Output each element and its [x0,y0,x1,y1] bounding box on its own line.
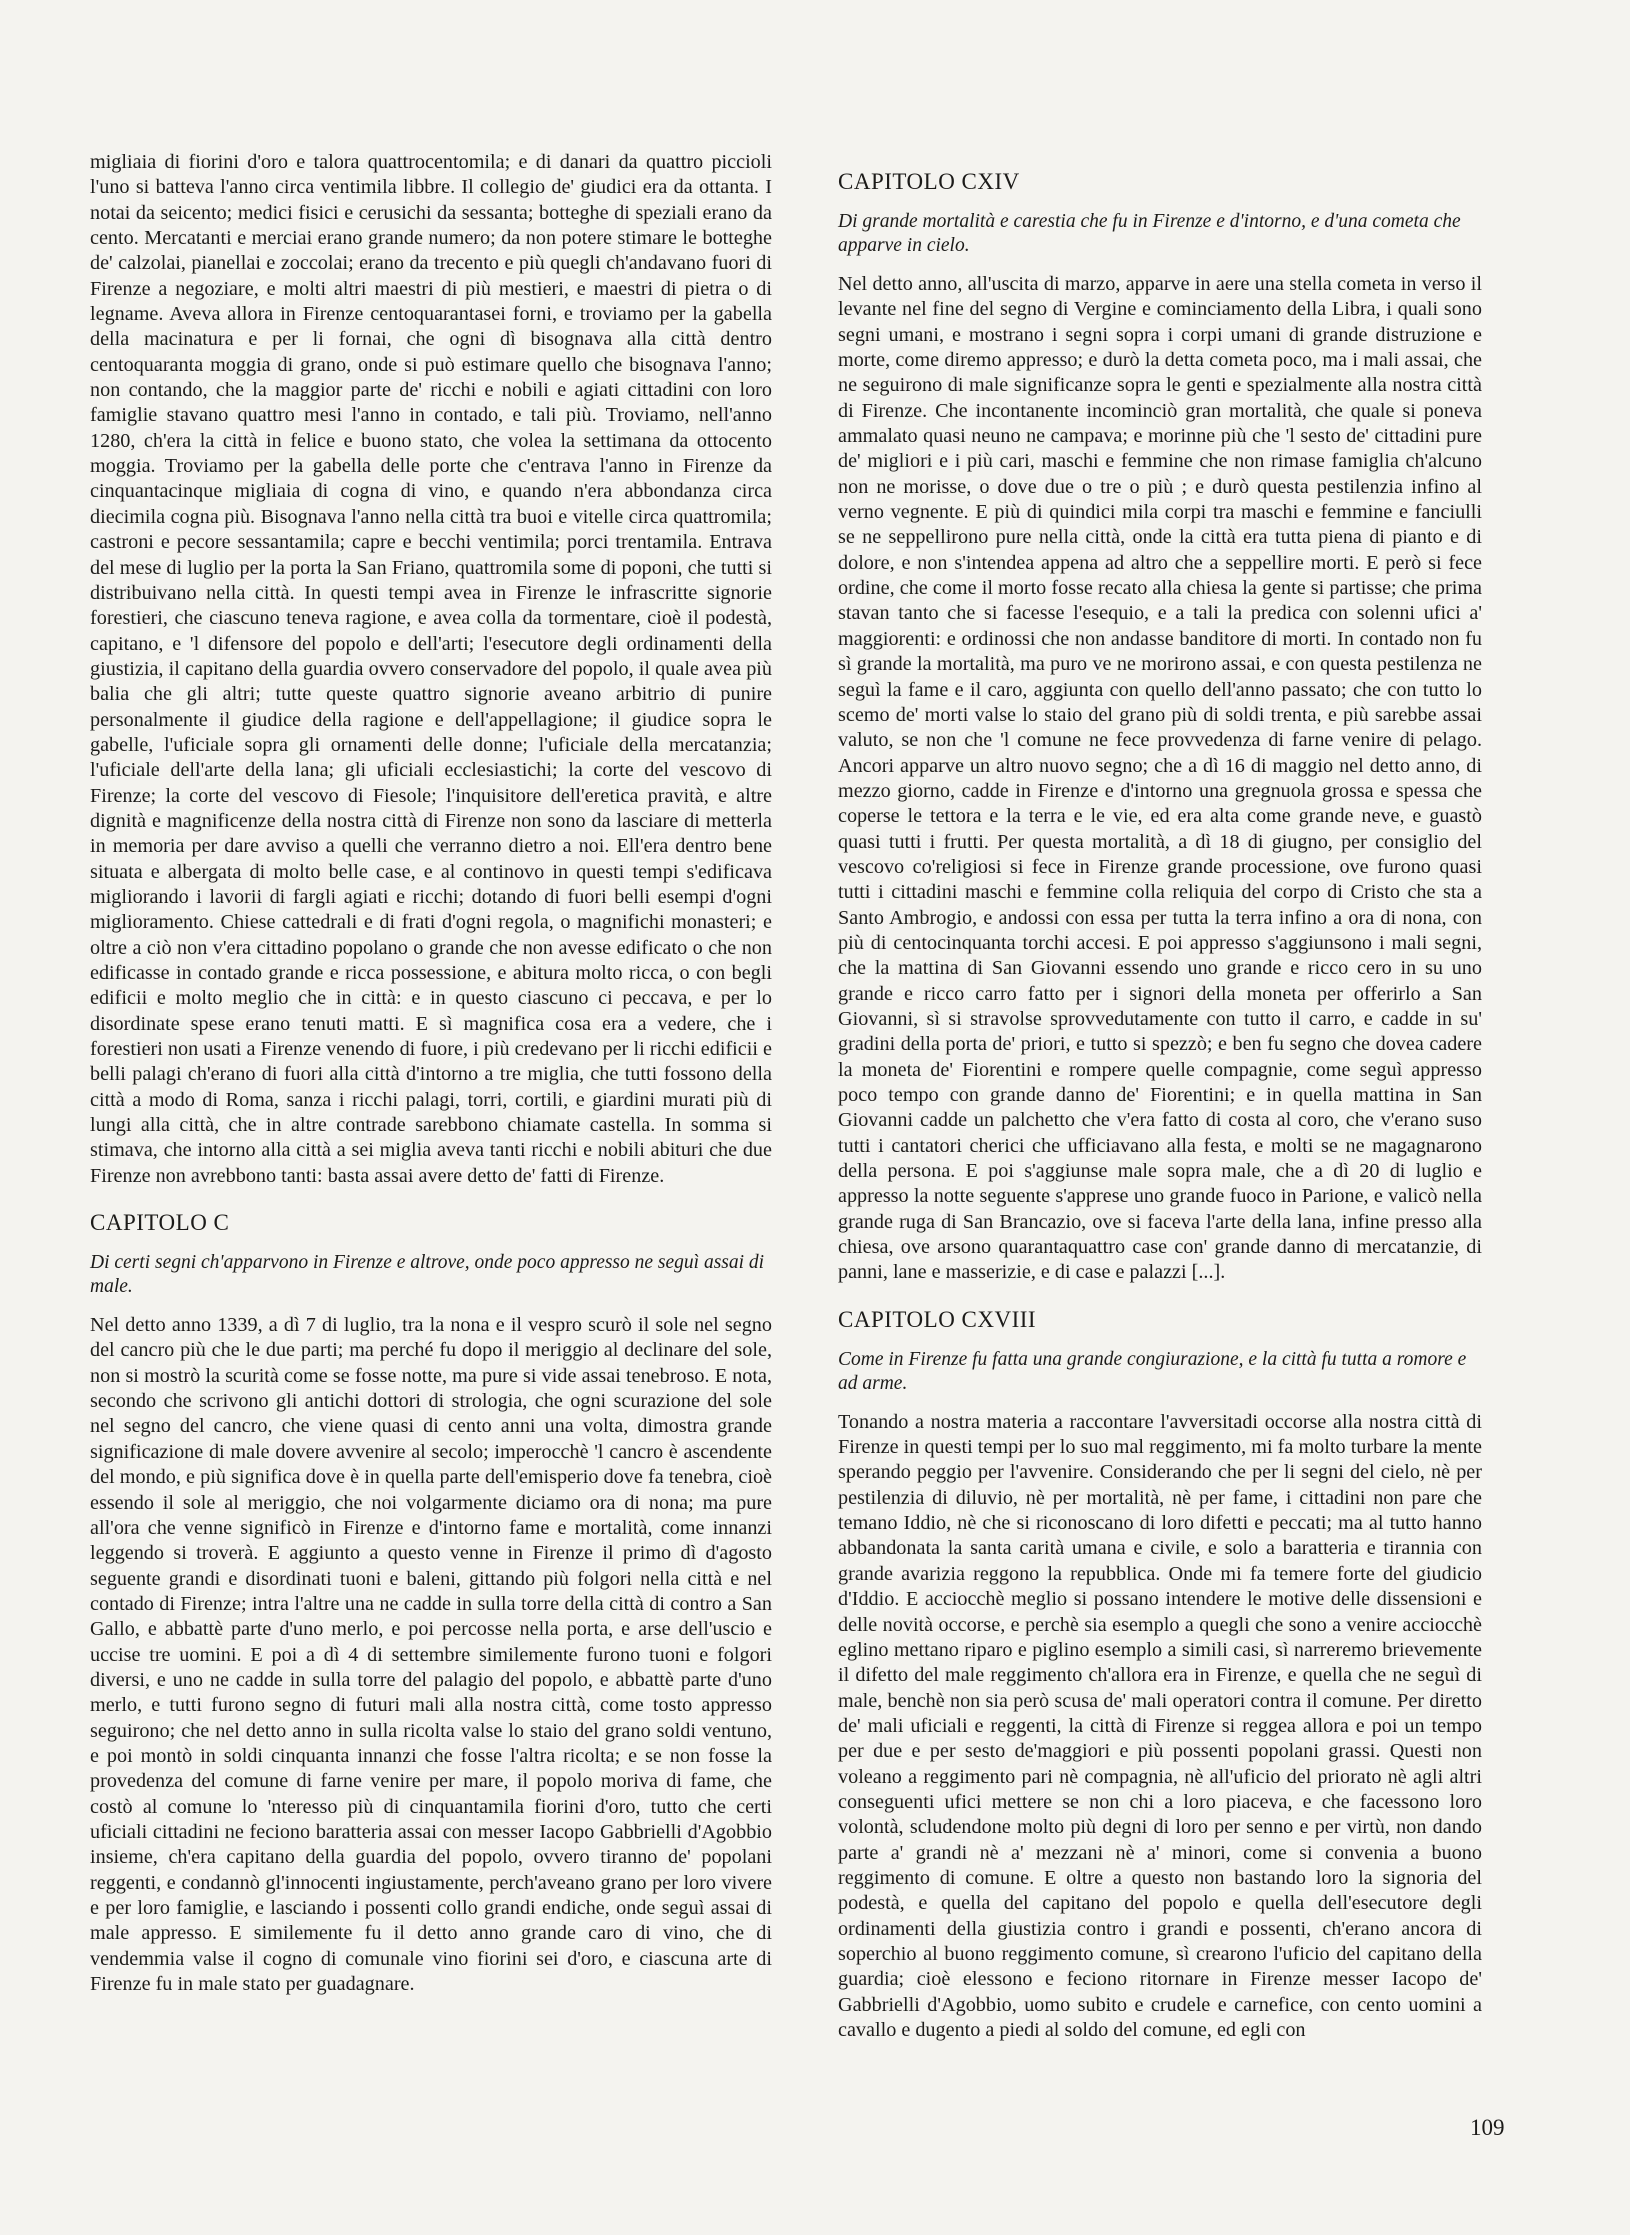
chapter-heading: CAPITOLO CXIV [838,169,1020,194]
chapter-subtitle: Di certi segni ch'apparvono in Firenze e altrove, onde poco appresso ne seguì assai di male. [90,1252,765,1298]
chapter-body: Tonando a nostra materia a raccontare l'avversitadi occorse alla nostra città di Firenze in questi tempi per lo suo mal reggimento, mi fa molto turbare la mente sperando peggio per l'avvenire. Considerando che per li segni del cielo, nè per pestilenzia di diluvio, nè per mortalità, nè per fame, i cittadini non pare che temano Iddio, nè che si riconoscano di loro difetti e peccati; ma al tutto hanno abbandonata la santa carità umana e civile, e solo a baratteria e tirannia con grande avarizia reggono la repubblica. Onde mi fa temere forte del giudicio d'Iddio. E acciocchè meglio si possano intendere le motive delle dissensioni e delle novità occorse, e perchè sia esemplo a quegli che sono a venire acciocchè eglino mettano riparo e piglino esemplo a simili casi, sì narreremo brievemente il difetto del male reggimento ch'allora era in Firenze, e quella che ne seguì di male, benchè non sia però scusa de' mali operatori contra il comune. Per diretto de' mali uficiali e reggenti, la città di Firenze si reggea allora e poi un tempo per due e per sesto de'maggiori e più possenti popolani grassi. Questi non voleano a reggimento pari nè compagnia, nè all'uficio del priorato nè agli altri conseguenti ufici mettere se non chi a loro piaceva, e che facessono loro volontà, scludendone molto più degni di loro per senno e per virtù, non dando parte a' grandi nè a' mezzani nè a' minori, come si convenia a buono reggimento di comune. E oltre a questo non bastando loro la signoria del podestà, e quella del capitano del popolo e quella dell'esecutore degli ordinamenti della giustizia contro i grandi e possenti, ch'erano ancora di soperchio al buono reggimento comune, sì crearono l'uficio del capitano della guardia; cioè elessono e feciono ritornare in Firenze messer Iacopo de' Gabbrielli d'Agobbio, uomo subito e crudele e carnefice, con cento uomini a cavallo e dugento a piedi al soldo del comune, ed egli con [838,1410,1482,2041]
page-number: 109 [1470,2115,1505,2140]
chapter-heading: CAPITOLO C [90,1210,230,1236]
paragraph-text: migliaia di fiorini d'oro e talora quattrocentomila; e di danari da quattro piccioli l'uno si batteva l'anno circa ventimila libbre. Il collegio de' giudici era da ottanta. I notai da seicento; medici fisici e cerusichi da sessanta; botteghe di speziali erano da cento. Mercatanti e merciai erano grande numero; da non potere stimare le botteghe de' calzolai, pianellai e zoccolai; erano da trecento e più quegli ch'andavano fuori di Firenze a negoziare, e molti altri maestri di più mestieri, e maestri di pietra o di legname. Aveva allora in Firenze centoquarantasei forni, e troviamo per la gabella della macinatura e per li fornai, che ogni dì bisognava alla città dentro centoquaranta moggia di grano, onde si può estimare quello che bisognava l'anno; non contando, che la maggior parte de' ricchi e nobili e agiati cittadini con loro famiglie stavano quattro mesi l'anno in contado, e tali più. Troviamo, nell'anno 1280, ch'era la città in felice e buono stato, che volea la settimana da ottocento moggia. Troviamo per la gabella delle porte che c'entrava l'anno in Firenze da cinquantacinque migliaia di cogna di vino, e quando n'era abbondanza circa diecimila cogna più. Bisognava l'anno nella città tra buoi e vitelle circa quattromila; castroni e pecore sessantamila; capre e becchi ventimila; porci trentamila. Entrava del mese di luglio per la porta la San Friano, quattromila some di poponi, che tutti si distribuivano nella città. In questi tempi avea in Firenze le infrascritte signorie forestieri, che ciascuno teneva ragione, e avea colla da tormentare, cioè il podestà, capitano, e 'l difensore del popolo e dell'arti; l'esecutore degli ordinamenti della giustizia, il capitano della guardia ovvero conservadore del popolo, il quale avea più balia che gli altri; tutte queste quattro signorie aveano arbitrio di punire personalmente il giudice della ragione e dell'appellagione; il giudice sopra le gabelle, l'uficiale sopra gli ornamenti delle donne; l'uficiale della mercatanzia; l'uficiale dell'arte della lana; gli uficiali ecclesiastichi; la corte del vescovo di Firenze; la corte del vescovo di Fiesole; l'inquisitore dell'eretica pravità, e altre dignità e magnificenze della nostra città di Firenze non sono da lasciare di metterla in memoria per dare avviso a quelli che verranno dietro a noi. Ell'era dentro bene situata e albergata di molto belle case, e al continovo in questi tempi s'edificava migliorando i lavorii di fargli agiati e ricchi; dotando di fuori belli esempi d'ogni miglioramento. Chiese cattedrali e di frati d'ogni regola, o magnifichi monasteri; e oltre a ciò non v'era cittadino popolano o grande che non avesse edificato o che non edificasse in contado grande e ricca possessione, e abitura molto ricca, o con begli edificii e molto meglio che in città: e in questo ciascuno ci peccava, e per lo disordinate spese erano tenuti matti. E sì magnifica cosa era a vedere, che i forestieri non usati a Firenze venendo di fuore, i più credevano per li ricchi edificii e belli palagi ch'erano di fuori alla città d'intorno a tre miglia, che tutti fossono della città a modo di Roma, sanza i ricchi palagi, torri, cortili, e giardini murati più di lungi alla città, che in altre contrade sarebbono chiamate castella. In somma si stimava, che intorno alla città a sei miglia aveva tanti ricchi e nobili abituri che due Firenze non avrebbono tanti: basta assai avere detto de' fatti di Firenze. [90,151,772,1187]
chapter-heading: CAPITOLO CXVIII [838,1306,1037,1332]
chapter-subtitle: Di grande mortalità e carestia che fu in Firenze e d'intorno, e d'una cometa che apparve in cielo. [838,211,1461,256]
left-column [90,150,772,1997]
chapter-body: Nel detto anno 1339, a dì 7 di luglio, tra la nona e il vespro scurò il sole nel segno del cancro più che le due parti; ma perché fu dopo il meriggio al declinare del sole, non si mostrò la scurità come se fosse notte, ma pure si vide assai tenebroso. E nota, secondo che scrivono gli antichi dottori di strologia, che ogni scurazione del sole nel segno del cancro, che viene quasi di cento anni una volta, dimostra grande significazione di male dovere avvenire al secolo; imperocchè 'l cancro è ascendente del mondo, e più significa dove è in quella parte dell'emisperio dove fa tenebra, cioè essendo il sole al meriggio, che noi volgarmente diciamo ora di nona; ma pure all'ora che venne significò in Firenze e d'intorno fame e mortalità, come innanzi leggendo si troverà. E aggiunto a questo venne in Firenze il primo dì d'agosto seguente grandi e disordinati tuoni e baleni, gittando più folgori nella città e nel contado di Firenze; intra l'altre una ne cadde in sulla torre della città di contro a San Gallo, e abbattè parte d'uno merlo, e poi percosse nella porta, e arse dell'uscio e uccise tre uomini. E poi a dì 4 di settembre similemente furono tuoni e folgori diversi, e uno ne cadde in sulla torre del palagio del popolo, e abbattè parte d'uno merlo, e tutti furono segno di futuri mali alla nostra città, come tosto appresso seguirono; che nel detto anno in sulla ricolta valse lo staio del grano soldi ventuno, e poi montò in soldi cinquanta innanzi che fosse l'altra ricolta; e se non fosse la provedenza del comune di farne venire per mare, il popolo moriva di fame, che costò al comune lo 'nteresso più di cinquantamila fiorini d'oro, tutto che certi uficiali cittadini ne fecionо baratteria assai con messer Iacopo Gabbrielli d'Agobbio insieme, ch'era capitano della guardia del popolo, ovvero tiranno de' popolani reggenti, e condannò gl'innocenti ingiustamente, perch'aveano grano per loro vivere e per loro famiglie, e lasciando i possenti collo grandi endiche, onde seguì assai di male appresso. E similemente fu il detto anno grande caro di vino, che di vendemmia valse il cogno di comunale vino fiorini sei d'oro, e ciascuna arte di Firenze fu in male stato per guadagnare. [90,1314,772,1996]
chapter-body: Nel detto anno, all'uscita di marzo, apparve in aere una stella cometa in verso il levante nel fine del segno di Vergine e cominciamento della Libra, i quali sono segni umani, e mostrano i segni sopra i corpi umani di grande distruzione e morte, come diremo appresso; e durò la detta cometa poco, ma i mali assai, che ne seguirono di male significanze sopra le genti e spezialmente alla nostra città di Firenze. Che incontanente incominciò gran mortalità, che quale si poneva ammalato quasi neuno ne campava; e morinne più che 'l sesto de' cittadini pure de' migliori e i più cari, maschi e femmine che non rimase famiglia ch'alcuno non ne morisse, o dove due o tre o più ; e durò questa pestilenzia infino al verno vegnente. E più di quindici mila corpi tra maschi e femmine e fanciulli se ne seppellirono pure nella città, onde la città era tutta piena di pianto e di dolore, e non s'intendea appena ad altro che a seppellire morti. E però si fece ordine, che come il morto fosse recato alla chiesa la gente si partisse; che prima stavan tanto che si facesse l'esequio, e a tali la predica con solenni ufici a' maggiorenti: e ordinossi che non andasse banditore di morti. In contado non fu sì grande la mortalità, ma puro ve ne morirono assai, e con questa pestilenza ne seguì la fame e il caro, aggiunta con quello dell'anno passato; che con tutto lo scemo de' morti valse lo staio del grano più di soldi trenta, e più sarebbe assai valuto, se non che 'l comune ne fece provvedenza di farne venire di pelago. Ancori apparve un altro nuovo segno; che a dì 16 di maggio nel detto anno, di mezzo giorno, cadde in Firenze e d'intorno una gregnuola grossa e spessa che coperse le tettora e la terra e le vie, ed era alta come grande neve, e guastò quasi tutti i frutti. Per questa mortalità, a dì 18 di giugno, per consiglio del vescovo co'religiosi si fece in Firenze grande processione, ove furono quasi tutti i cittadini maschi e femmine colla reliquia del corpo di Cristo che sta a Santo Ambrogio, e andossi con essa per tutta la terra infino a ora di nona, con più di centocinquanta torchi accesi. E poi appresso s'aggiunsono i mali segni, che la mattina di San Giovanni essendo uno grande e ricco cero in su uno grande e ricco carro fatto per i signori della moneta per offerirlo a San Giovanni, sì si stravolse sprovvedutamente con tutto il carro, e cadde in su' gradini della porta de' priori, e tutto si spezzò; e ben fu segno che dovea cadere la moneta de' Fiorentini e rompere quelle compagnie, come seguì appresso poco tempo con grande danno de' Fiorentini; e in quella mattina in San Giovanni cadde un palchetto che v'era fatto di costa al coro, che v'erano suso tutti i cantatori cherici che ufficiavano alla festa, e molti se ne magagnarono della persona. E poi s'aggiunse male sopra male, che a dì 20 di luglio e appresso la notte seguente s'apprese uno grande fuoco in Parione, e valicò nella grande ruga di San Brancazio, ove si faceva l'arte della lana, infine presso alla chiesa, ove arsono quarantaquattro case con' grande danno di mercatanzie, di panni, lane e masserizie, e di case e palazzi [...]. [838,273,1482,1284]
chapter-subtitle: Come in Firenze fu fatta una grande congiurazione, e la città fu tutta a romore e ad arme. [838,1348,1467,1394]
right-column [838,168,1482,2043]
